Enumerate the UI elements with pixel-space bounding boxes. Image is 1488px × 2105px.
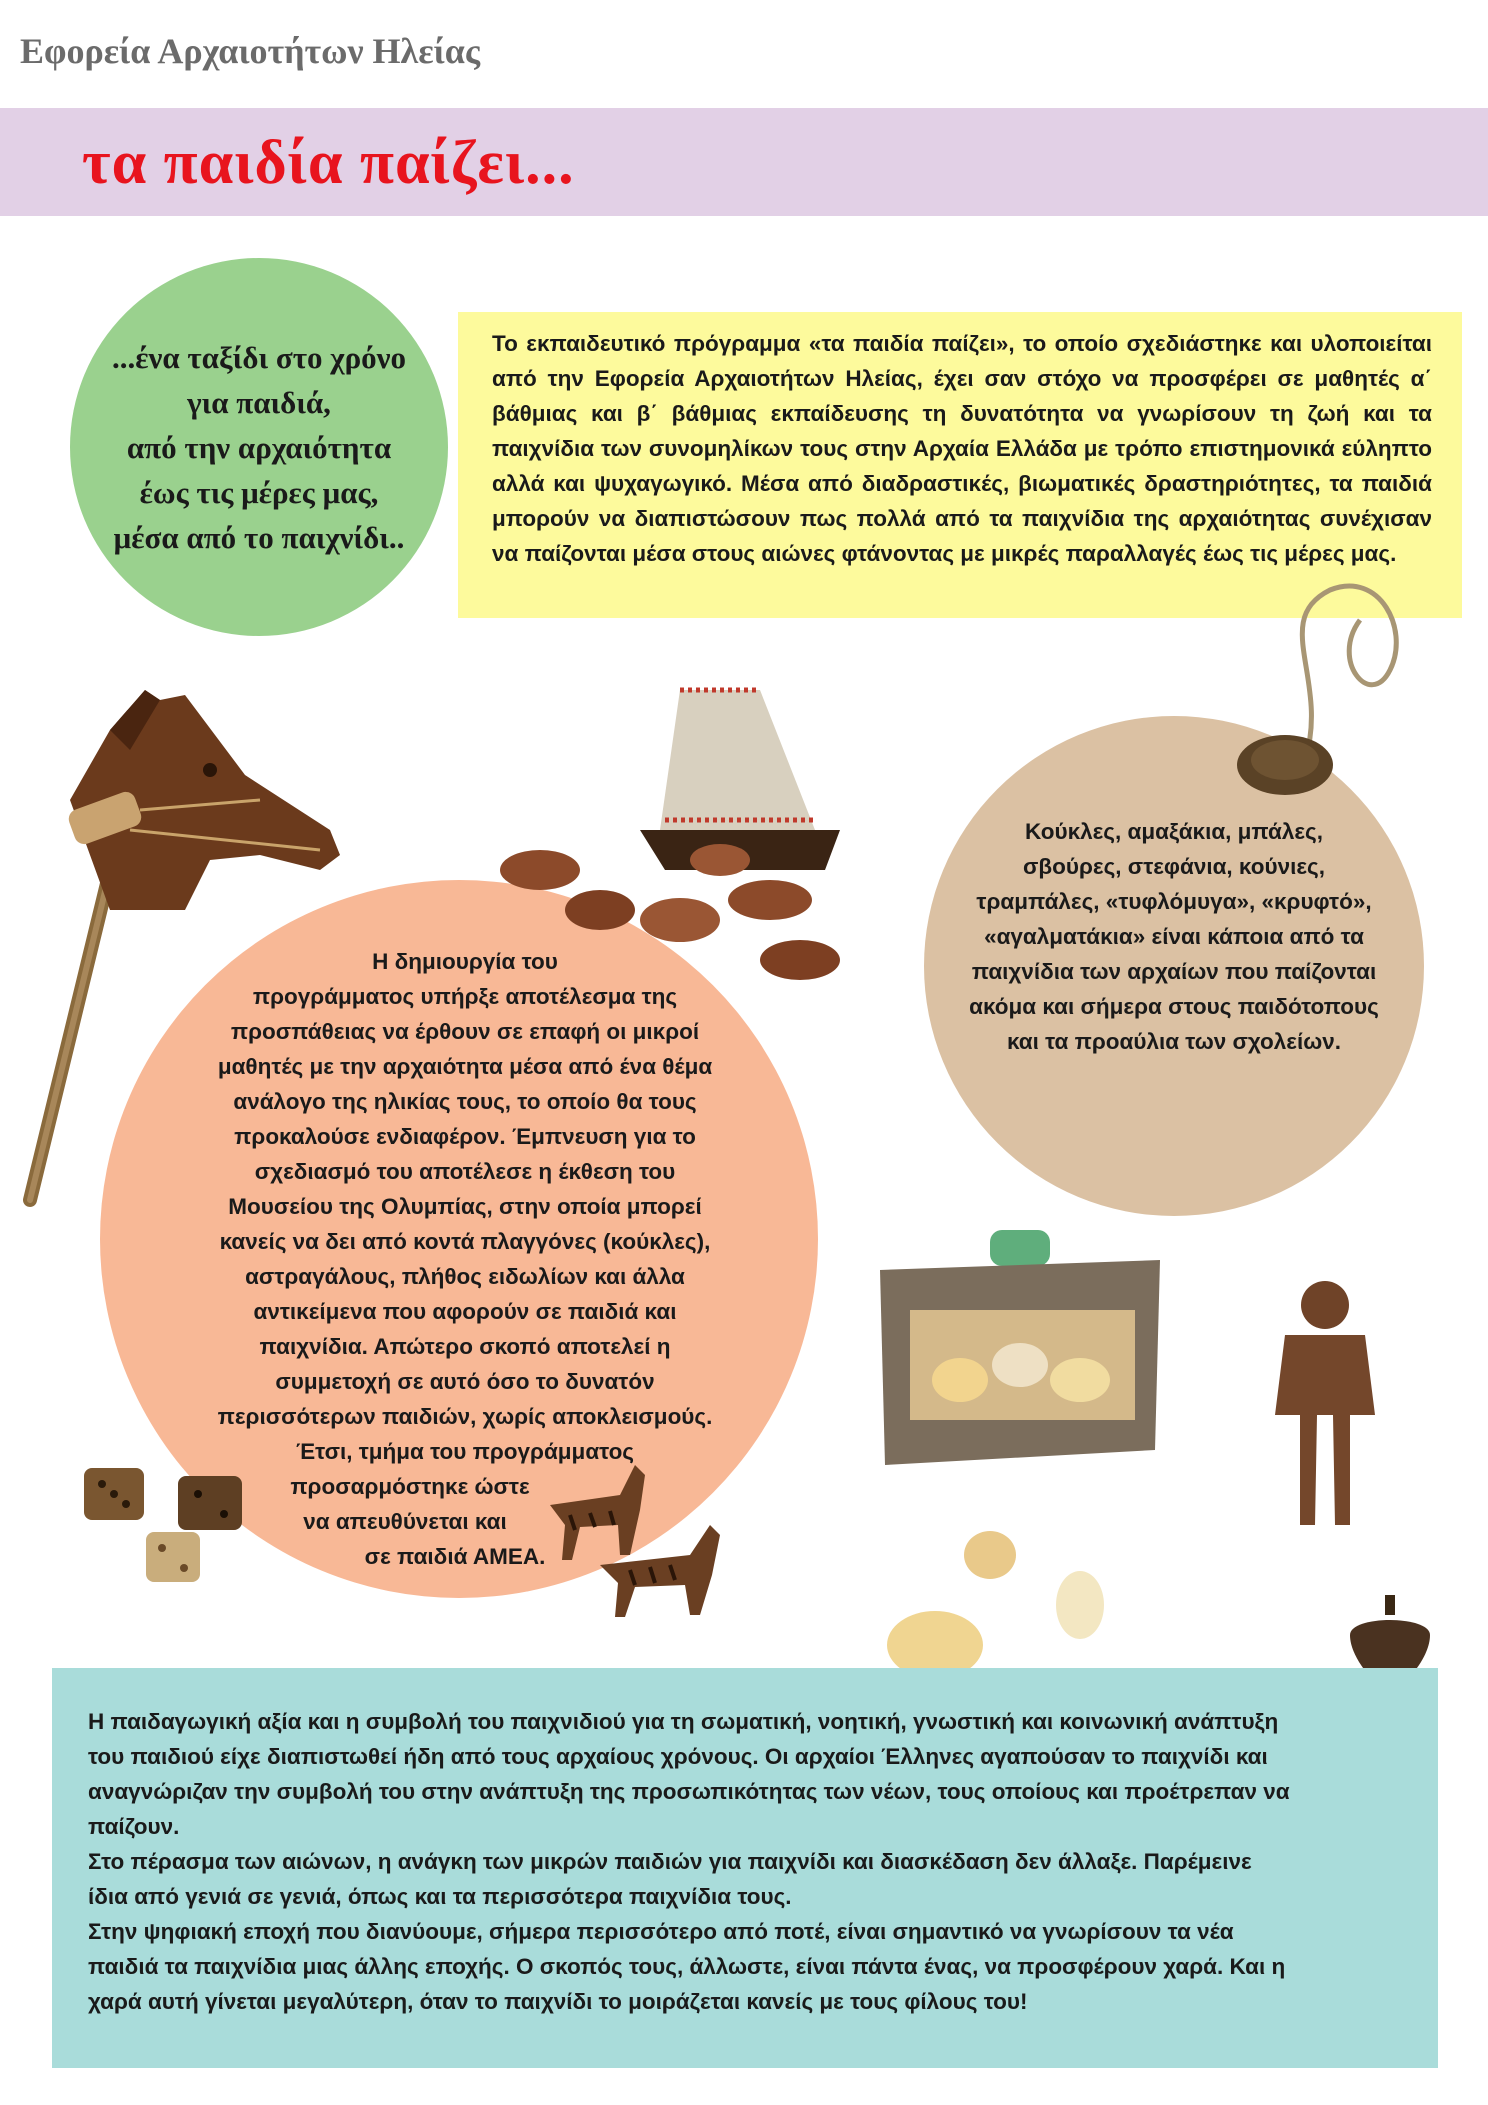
astragals-image (880, 1525, 1120, 1685)
intro-line: για παιδιά, (187, 384, 331, 420)
pedagogy-line: Στην ψηφιακή εποχή που διανύουμε, σήμερα περισσότερο από ποτέ, είναι σημαντικό να γνωρίσουν τα νέα (88, 1919, 1234, 1944)
intro-circle-text (112, 335, 406, 560)
pedagogy-line: παίζουν. (88, 1814, 180, 1839)
pedagogy-box-text (88, 1704, 1408, 2019)
toys-line: Κούκλες, αμαξάκια, μπάλες, (1025, 819, 1323, 844)
creation-line: Έτσι, τμήμα του προγράμματος (295, 1439, 635, 1464)
intro-line: μέσα από το παιχνίδι.. (113, 519, 405, 555)
pedagogy-line: παιδιά τα παιχνίδια μιας άλλης εποχής. Ο σκοπός τους, άλλωστε, είναι πάντα ένας, να προσφέρουν χαρά. Και η (88, 1954, 1286, 1979)
hobby-horse-image (10, 680, 350, 1200)
toys-circle-text (924, 814, 1424, 1059)
creation-line: προγράμματος υπήρξε αποτέλεσμα της (252, 984, 678, 1009)
horse-figurines-image (540, 1455, 740, 1625)
disc-on-string-image (1210, 560, 1430, 820)
creation-line: κανείς να δει από κοντά πλαγγόνες (κούκλες), (219, 1229, 711, 1254)
creation-line: προσαρμόστηκε ώστε (290, 1474, 530, 1499)
pedagogy-line: Στο πέρασμα των αιώνων, η ανάγκη των μικρών παιδιών για παιχνίδι και διασκέδαση δεν άλλαξε. Παρέμεινε (88, 1849, 1252, 1874)
toys-line: ακόμα και σήμερα στους παιδότοπους (969, 994, 1379, 1019)
astragal-box-image (860, 1220, 1170, 1490)
pedagogy-line: Η παιδαγωγική αξία και η συμβολή του παιχνιδιού για τη σωματική, νοητική, γνωστική και κοινωνική ανάπτυξη (88, 1709, 1279, 1734)
toys-line: και τα προαύλια των σχολείων. (1007, 1029, 1341, 1054)
creation-line: περισσότερων παιδιών, χωρίς αποκλεισμούς. (217, 1404, 713, 1429)
pedagogy-line: χαρά αυτή γίνεται μεγαλύτερη, όταν το παιχνίδι το μοιράζεται κανείς με τους φίλους του! (88, 1989, 1028, 2014)
creation-line: Η δημιουργία του (372, 949, 558, 974)
creation-line: μαθητές με την αρχαιότητα μέσα από ένα θέμα (217, 1054, 713, 1079)
terracotta-pieces-image (470, 820, 910, 990)
creation-line: αστραγάλους, πλήθος ειδωλίων και άλλα (245, 1264, 685, 1289)
intro-line: ...ένα ταξίδι στο χρόνο (111, 339, 407, 375)
creation-line: ανάλογο της ηλικίας τους, το οποίο θα τους (233, 1089, 697, 1114)
pedagogy-line: του παιδιού είχε διαπιστωθεί ήδη από τους αρχαίους χρόνους. Οι αρχαίοι Έλληνες αγαπούσαν το παιχνίδι και (88, 1744, 1268, 1769)
clay-doll-image (1255, 1275, 1395, 1535)
toys-line: τραμπάλες, «τυφλόμυγα», «κρυφτό», (976, 889, 1372, 914)
creation-line: αντικείμενα που αφορούν σε παιδιά και (253, 1299, 677, 1324)
toys-line: σβούρες, στεφάνια, κούνιες, (1023, 854, 1325, 879)
creation-line: προκαλούσε ενδιαφέρον. Έμπνευση για το (234, 1124, 696, 1149)
creation-line: να απευθύνεται και (303, 1509, 507, 1534)
pedagogy-box (52, 1668, 1438, 2068)
creation-line: συμμετοχή σε αυτό όσο το δυνατόν (275, 1369, 655, 1394)
intro-line: από την αρχαιότητα (126, 429, 392, 465)
agency-name: Εφορεία Αρχαιοτήτων Ηλείας (20, 31, 481, 71)
creation-line: παιχνίδια. Απώτερο σκοπό αποτελεί η (259, 1334, 671, 1359)
creation-line: προσπάθειας να έρθουν σε επαφή οι μικροί (230, 1019, 700, 1044)
dice-image (78, 1460, 258, 1590)
toys-line: «αγαλματάκια» είναι κάποια από τα (984, 924, 1364, 949)
creation-line: σε παιδιά ΑΜΕΑ. (364, 1544, 546, 1569)
intro-line: έως τις μέρες μας, (139, 474, 379, 510)
creation-line: σχεδιασμό του αποτέλεσε η έκθεση του (254, 1159, 676, 1184)
pedagogy-line: ίδια από γενιά σε γενιά, όπως και τα περισσότερα παιχνίδια τους. (88, 1884, 792, 1909)
title-banner (0, 108, 1488, 216)
intro-circle (70, 258, 448, 636)
pedagogy-line: αναγνώριζαν την συμβολή του στην ανάπτυξη της προσωπικότητας των νέων, τους οποίους και προέτρεπαν να (88, 1779, 1290, 1804)
program-title: τα παιδία παίζει... (82, 129, 575, 197)
toys-line: παιχνίδια των αρχαίων που παίζονται (971, 959, 1377, 984)
intro-box-text: Το εκπαιδευτικό πρόγραμμα «τα παιδία παίζει», το οποίο σχεδιάστηκε και υλοποιείται από την Εφορεία Αρχαιοτήτων Ηλείας, έχει σαν στόχο να προσφέρει σε μαθητές α΄ βάθμιας και β΄ βάθμιας εκπαίδευσης τη δυνατότητα να γνωρίσουν τη ζωή και τα παιχνίδια των συνομηλίκων τους στην Αρχαία Ελλάδα με τρόπο επιστημονικά εύληπτο αλλά και ψυχαγωγικό. Μέσα από διαδραστικές, βιωματικές δραστηριότητες, τα παιδιά μπορούν να διαπιστώσουν πως πολλά από τα παιχνίδια της αρχαιότητας συνέχισαν να παίζονται μέσα στους αιώνες φτάνοντας με μικρές παραλλαγές έως τις μέρες μας. (492, 331, 1432, 566)
creation-line: Μουσείου της Ολυμπίας, στην οποία μπορεί (228, 1194, 702, 1219)
